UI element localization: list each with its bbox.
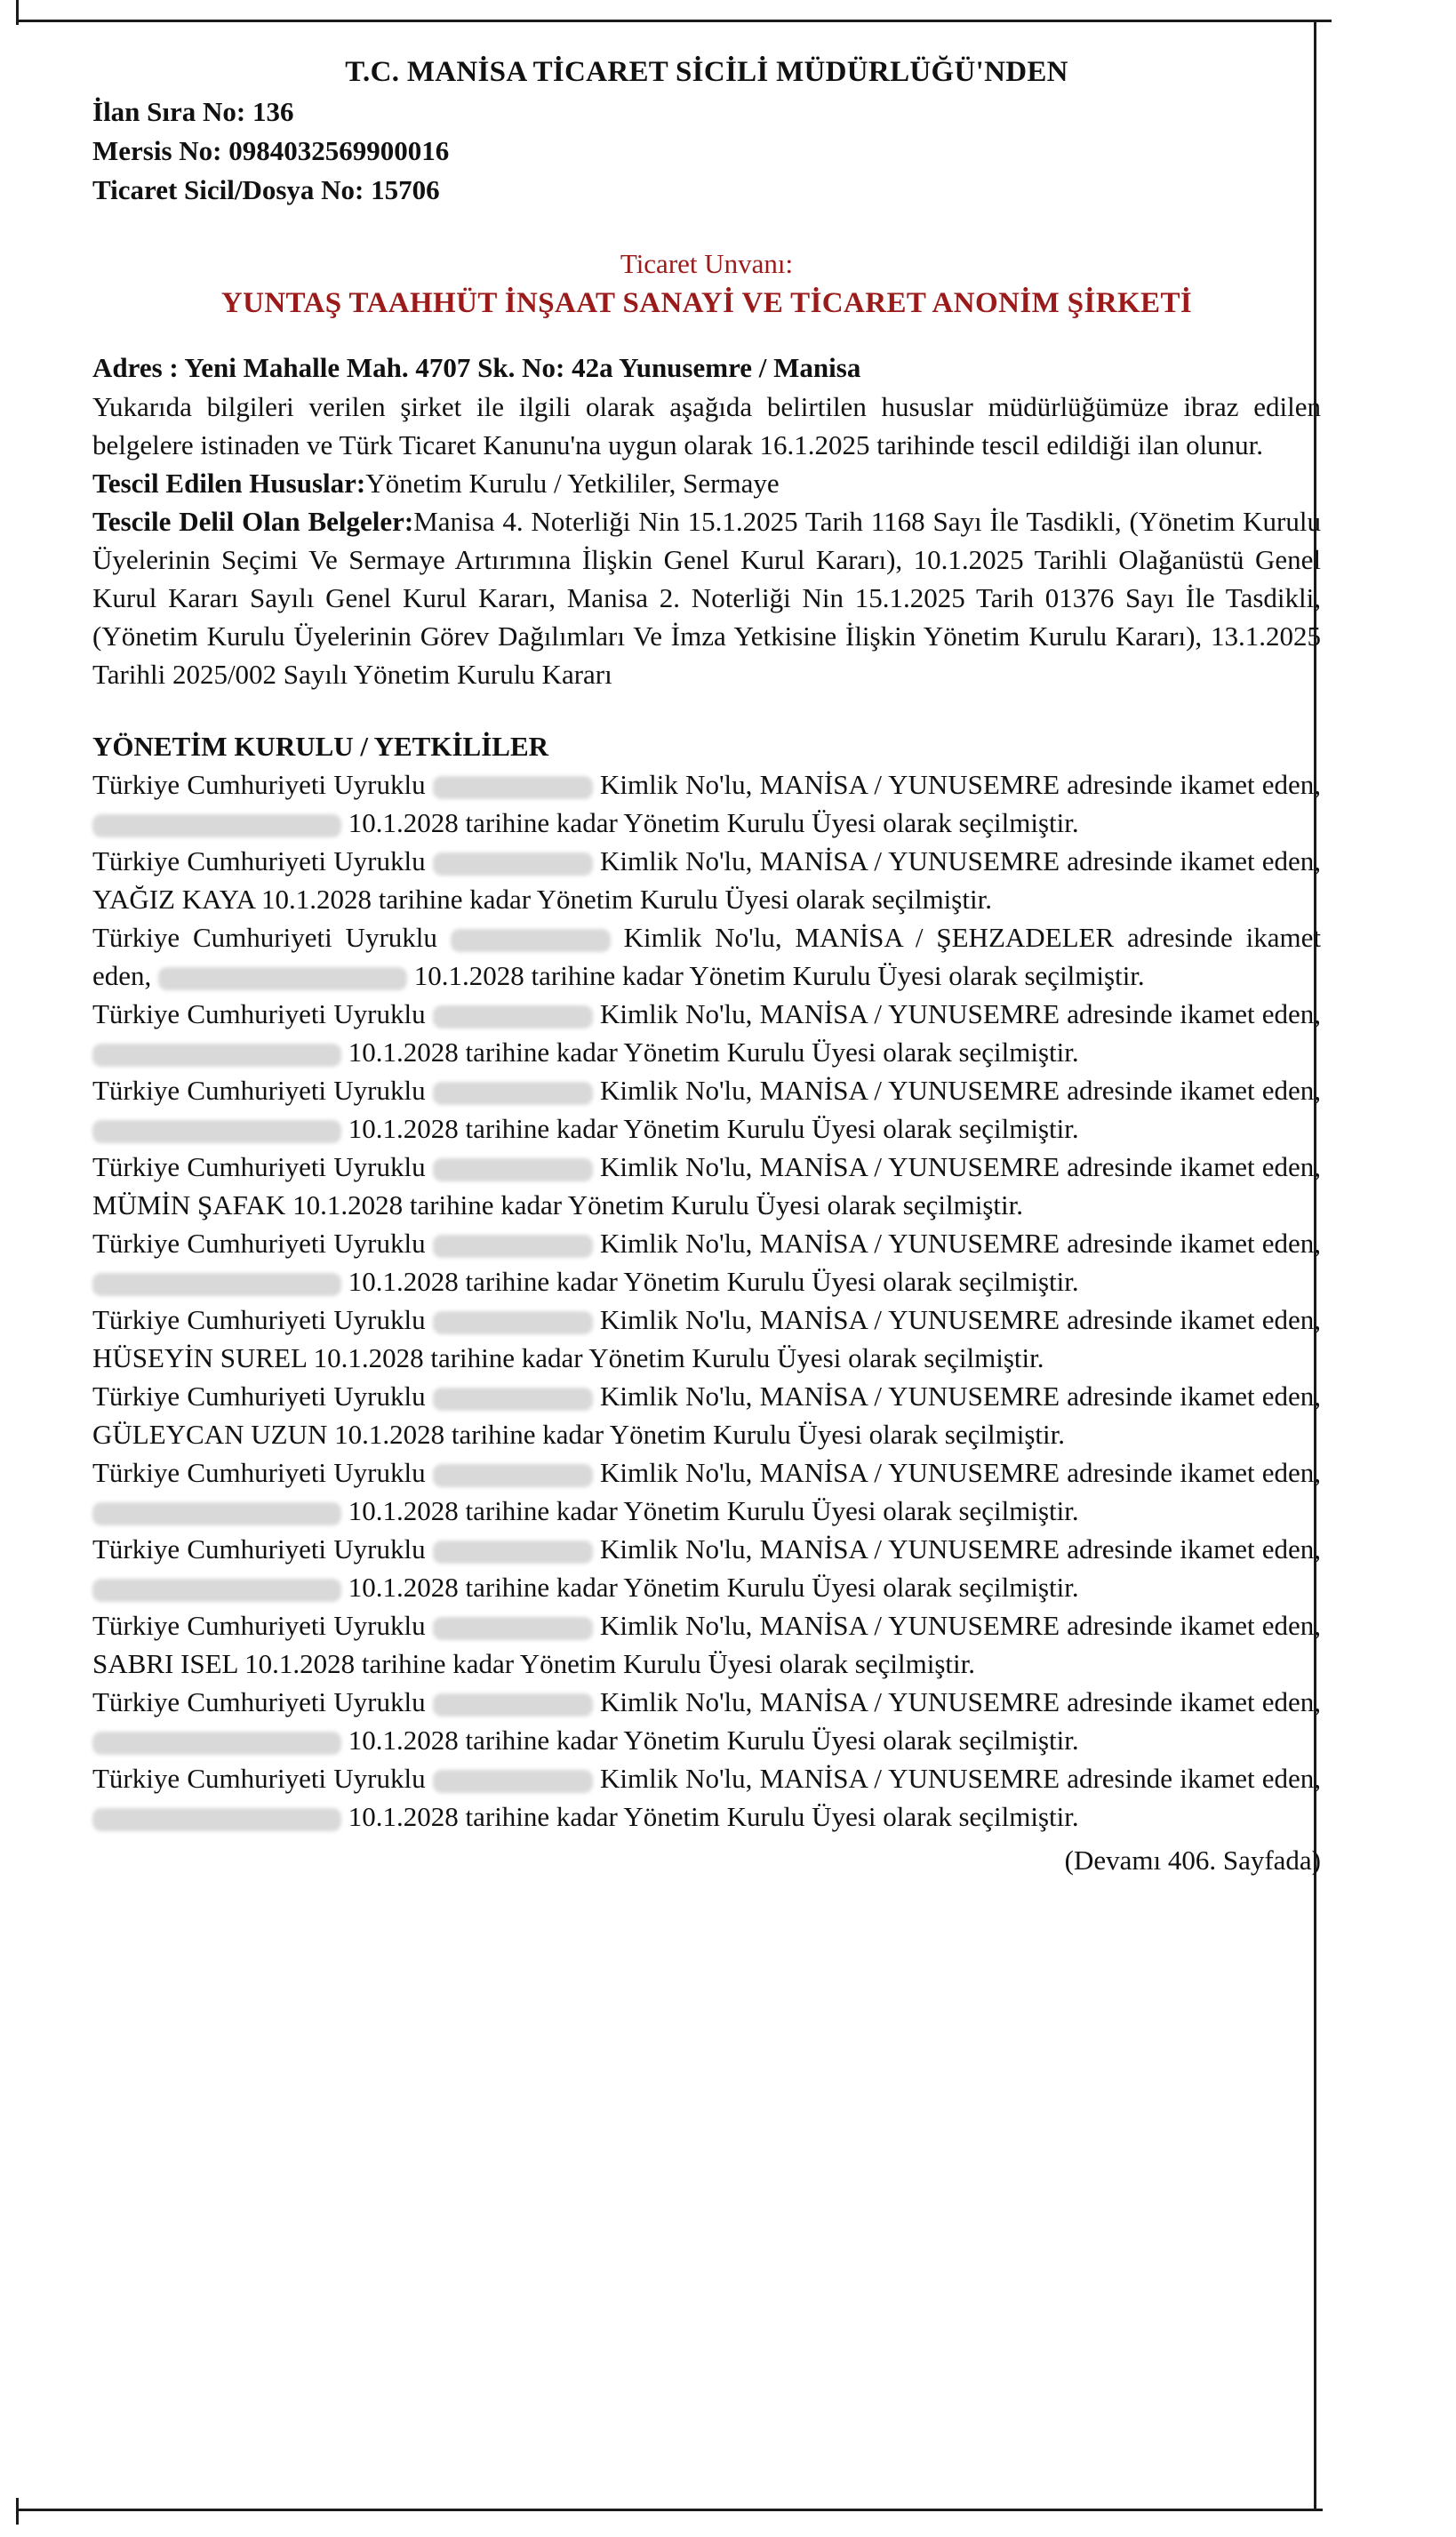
redacted-id bbox=[433, 1235, 593, 1258]
redacted-id bbox=[433, 1617, 593, 1640]
term-text: 10.1.2028 tarihine kadar Yönetim Kurulu Üyesi olarak seçilmiştir. bbox=[348, 1572, 1079, 1603]
redacted-id bbox=[433, 1693, 593, 1717]
redacted-id bbox=[433, 1082, 593, 1105]
redacted-id bbox=[433, 1770, 593, 1793]
redacted-name bbox=[92, 1273, 341, 1296]
belgeler-value: Manisa 4. Noterliği Nin 15.1.2025 Tarih 1168 Sayı İle Tasdikli, (Yönetim Kurulu Üyelerinin Seçimi Ve Sermaye Artırımına İlişkin Genel Kurul Kararı), 10.1.2025 Tarihli Olağanüstü Genel Kurul Kararı Sayılı Genel Kurul Kararı, Manisa 2. Noterliği Nin 15.1.2025 Tarih 01376 Sayı İle Tasdikli, (Yönetim Kurulu Üyelerinin Görev Dağılımları Ve İmza Yetkisine İlişkin Yönetim Kurulu Kararı), 13.1.2025 Tarihli 2025/002 Sayılı Yönetim Kurulu Kararı bbox=[92, 506, 1321, 690]
frame-top-line bbox=[16, 20, 1332, 22]
nationality-text: Türkiye Cumhuriyeti Uyruklu bbox=[92, 1381, 426, 1412]
redacted-name bbox=[92, 814, 341, 837]
member-location: MANİSA / YUNUSEMRE bbox=[759, 1610, 1060, 1641]
delil-belgeler bbox=[92, 502, 1321, 693]
redacted-name bbox=[92, 1808, 341, 1831]
residence-text: adresinde ikamet eden, bbox=[1067, 1610, 1322, 1641]
board-member-entry bbox=[92, 765, 1321, 842]
kimlik-text: Kimlik No'lu, bbox=[600, 1686, 753, 1717]
residence-text: adresinde ikamet eden, bbox=[92, 922, 1322, 991]
board-member-entry bbox=[92, 1759, 1321, 1836]
redacted-id bbox=[451, 929, 611, 952]
nationality-text: Türkiye Cumhuriyeti Uyruklu bbox=[92, 769, 426, 800]
term-text: 10.1.2028 tarihine kadar Yönetim Kurulu Üyesi olarak seçilmiştir. bbox=[261, 884, 992, 915]
residence-text: adresinde ikamet eden, bbox=[1067, 1075, 1322, 1106]
kimlik-text: Kimlik No'lu, bbox=[600, 1228, 753, 1259]
member-location: MANİSA / YUNUSEMRE bbox=[759, 845, 1060, 876]
member-location: MANİSA / ŞEHZADELER bbox=[795, 922, 1115, 953]
member-location: MANİSA / YUNUSEMRE bbox=[759, 1381, 1060, 1412]
redacted-id bbox=[433, 852, 593, 876]
nationality-text: Türkiye Cumhuriyeti Uyruklu bbox=[92, 998, 426, 1029]
frame-left-bottom bbox=[16, 2498, 19, 2525]
kimlik-text: Kimlik No'lu, bbox=[600, 1381, 753, 1412]
redacted-name bbox=[92, 1044, 341, 1067]
section-title: YÖNETİM KURULU / YETKİLİLER bbox=[92, 731, 549, 762]
member-location: MANİSA / YUNUSEMRE bbox=[759, 1686, 1060, 1717]
intro-paragraph: Yukarıda bilgileri verilen şirket ile ilgili olarak aşağıda belirtilen hususlar müdürlüğümüze ibraz edilen belgelere istinaden ve Türk Ticaret Kanunu'na uygun olarak 16.1.2025 tarihinde tescil edildiği ilan olunur. bbox=[92, 391, 1321, 460]
kimlik-text: Kimlik No'lu, bbox=[600, 1533, 753, 1565]
term-text: 10.1.2028 tarihine kadar Yönetim Kurulu Üyesi olarak seçilmiştir. bbox=[348, 1113, 1079, 1144]
residence-text: adresinde ikamet eden, bbox=[1067, 1763, 1322, 1794]
ticaret-sicil-no: Ticaret Sicil/Dosya No: 15706 bbox=[92, 174, 440, 205]
redacted-id bbox=[433, 1005, 593, 1028]
tescil-label: Tescil Edilen Hususlar: bbox=[92, 468, 366, 499]
term-text: 10.1.2028 tarihine kadar Yönetim Kurulu Üyesi olarak seçilmiştir. bbox=[348, 1495, 1079, 1526]
board-member-entry bbox=[92, 1377, 1321, 1453]
board-member-entry bbox=[92, 1606, 1321, 1683]
registry-title: T.C. MANİSA TİCARET SİCİLİ MÜDÜRLÜĞÜ'NDEN bbox=[345, 56, 1068, 88]
redacted-id bbox=[433, 1464, 593, 1487]
residence-text: adresinde ikamet eden, bbox=[1067, 845, 1322, 876]
kimlik-text: Kimlik No'lu, bbox=[623, 922, 782, 953]
redacted-id bbox=[433, 1541, 593, 1564]
kimlik-text: Kimlik No'lu, bbox=[600, 998, 753, 1029]
residence-text: adresinde ikamet eden, bbox=[1067, 1533, 1322, 1565]
member-location: MANİSA / YUNUSEMRE bbox=[759, 1763, 1060, 1794]
term-text: 10.1.2028 tarihine kadar Yönetim Kurulu Üyesi olarak seçilmiştir. bbox=[313, 1342, 1044, 1373]
kimlik-text: Kimlik No'lu, bbox=[600, 1304, 753, 1335]
term-text: 10.1.2028 tarihine kadar Yönetim Kurulu Üyesi olarak seçilmiştir. bbox=[334, 1419, 1065, 1450]
term-text: 10.1.2028 tarihine kadar Yönetim Kurulu Üyesi olarak seçilmiştir. bbox=[348, 807, 1079, 838]
board-member-entry bbox=[92, 1071, 1321, 1148]
board-member-entry bbox=[92, 1301, 1321, 1377]
term-text: 10.1.2028 tarihine kadar Yönetim Kurulu Üyesi olarak seçilmiştir. bbox=[244, 1648, 975, 1679]
term-text: 10.1.2028 tarihine kadar Yönetim Kurulu Üyesi olarak seçilmiştir. bbox=[348, 1036, 1079, 1068]
member-location: MANİSA / YUNUSEMRE bbox=[759, 769, 1060, 800]
residence-text: adresinde ikamet eden, bbox=[1067, 1304, 1322, 1335]
tescil-hususlar bbox=[92, 464, 1321, 502]
redacted-id bbox=[433, 1158, 593, 1181]
kimlik-text: Kimlik No'lu, bbox=[600, 1151, 753, 1182]
kimlik-text: Kimlik No'lu, bbox=[600, 1763, 753, 1794]
redacted-name bbox=[92, 1732, 341, 1755]
residence-text: adresinde ikamet eden, bbox=[1067, 1228, 1322, 1259]
member-location: MANİSA / YUNUSEMRE bbox=[759, 1533, 1060, 1565]
residence-text: adresinde ikamet eden, bbox=[1067, 1381, 1322, 1412]
continuation-note: (Devamı 406. Sayfada) bbox=[1064, 1845, 1321, 1876]
mersis-no: Mersis No: 0984032569900016 bbox=[92, 135, 450, 166]
nationality-text: Türkiye Cumhuriyeti Uyruklu bbox=[92, 845, 426, 876]
member-location: MANİSA / YUNUSEMRE bbox=[759, 1075, 1060, 1106]
member-location: MANİSA / YUNUSEMRE bbox=[759, 1151, 1060, 1182]
member-name: SABRI ISEL bbox=[92, 1648, 238, 1679]
announcement-page bbox=[92, 52, 1321, 1880]
term-text: 10.1.2028 tarihine kadar Yönetim Kurulu Üyesi olarak seçilmiştir. bbox=[348, 1801, 1079, 1832]
nationality-text: Türkiye Cumhuriyeti Uyruklu bbox=[92, 1763, 426, 1794]
residence-text: adresinde ikamet eden, bbox=[1067, 998, 1322, 1029]
term-text: 10.1.2028 tarihine kadar Yönetim Kurulu Üyesi olarak seçilmiştir. bbox=[348, 1725, 1079, 1756]
board-member-entry bbox=[92, 1453, 1321, 1530]
redacted-name bbox=[92, 1579, 341, 1602]
redacted-name bbox=[92, 1502, 341, 1525]
kimlik-text: Kimlik No'lu, bbox=[600, 769, 753, 800]
term-text: 10.1.2028 tarihine kadar Yönetim Kurulu Üyesi olarak seçilmiştir. bbox=[348, 1266, 1079, 1297]
unvan-label: Ticaret Unvanı: bbox=[620, 248, 794, 279]
residence-text: adresinde ikamet eden, bbox=[1067, 1457, 1322, 1488]
frame-bottom-line bbox=[16, 2509, 1323, 2511]
member-name: MÜMİN ŞAFAK bbox=[92, 1189, 286, 1220]
member-name: GÜLEYCAN UZUN bbox=[92, 1419, 328, 1450]
belgeler-label: Tescile Delil Olan Belgeler: bbox=[92, 506, 414, 537]
board-member-entry bbox=[92, 995, 1321, 1071]
board-member-entry bbox=[92, 1148, 1321, 1224]
term-text: 10.1.2028 tarihine kadar Yönetim Kurulu Üyesi olarak seçilmiştir. bbox=[292, 1189, 1023, 1220]
nationality-text: Türkiye Cumhuriyeti Uyruklu bbox=[92, 922, 437, 953]
residence-text: adresinde ikamet eden, bbox=[1067, 1151, 1322, 1182]
board-member-entry bbox=[92, 1683, 1321, 1759]
residence-text: adresinde ikamet eden, bbox=[1067, 769, 1322, 800]
redacted-name bbox=[92, 1120, 341, 1143]
member-location: MANİSA / YUNUSEMRE bbox=[759, 998, 1060, 1029]
member-location: MANİSA / YUNUSEMRE bbox=[759, 1228, 1060, 1259]
member-location: MANİSA / YUNUSEMRE bbox=[759, 1457, 1060, 1488]
company-name: YUNTAŞ TAAHHÜT İNŞAAT SANAYİ VE TİCARET ANONİM ŞİRKETİ bbox=[220, 287, 1193, 319]
board-member-entry bbox=[92, 1224, 1321, 1301]
kimlik-text: Kimlik No'lu, bbox=[600, 1457, 753, 1488]
kimlik-text: Kimlik No'lu, bbox=[600, 1610, 753, 1641]
tescil-value: Yönetim Kurulu / Yetkililer, Sermaye bbox=[365, 468, 780, 499]
member-name: YAĞIZ KAYA bbox=[92, 884, 255, 915]
board-member-entry bbox=[92, 842, 1321, 918]
nationality-text: Türkiye Cumhuriyeti Uyruklu bbox=[92, 1533, 426, 1565]
kimlik-text: Kimlik No'lu, bbox=[600, 845, 753, 876]
residence-text: adresinde ikamet eden, bbox=[1067, 1686, 1322, 1717]
ilan-sira-no: İlan Sıra No: 136 bbox=[92, 96, 294, 127]
member-name: HÜSEYİN SUREL bbox=[92, 1342, 307, 1373]
nationality-text: Türkiye Cumhuriyeti Uyruklu bbox=[92, 1686, 426, 1717]
redacted-id bbox=[433, 776, 593, 799]
board-member-list bbox=[92, 765, 1321, 1836]
redacted-id bbox=[433, 1311, 593, 1334]
term-text: 10.1.2028 tarihine kadar Yönetim Kurulu Üyesi olarak seçilmiştir. bbox=[413, 960, 1145, 991]
redacted-name bbox=[158, 967, 407, 990]
kimlik-text: Kimlik No'lu, bbox=[600, 1075, 753, 1106]
nationality-text: Türkiye Cumhuriyeti Uyruklu bbox=[92, 1075, 426, 1106]
nationality-text: Türkiye Cumhuriyeti Uyruklu bbox=[92, 1457, 426, 1488]
company-address: Adres : Yeni Mahalle Mah. 4707 Sk. No: 42a Yunusemre / Manisa bbox=[92, 352, 861, 383]
nationality-text: Türkiye Cumhuriyeti Uyruklu bbox=[92, 1610, 426, 1641]
nationality-text: Türkiye Cumhuriyeti Uyruklu bbox=[92, 1151, 426, 1182]
member-location: MANİSA / YUNUSEMRE bbox=[759, 1304, 1060, 1335]
nationality-text: Türkiye Cumhuriyeti Uyruklu bbox=[92, 1228, 426, 1259]
redacted-id bbox=[433, 1388, 593, 1411]
board-member-entry bbox=[92, 918, 1321, 995]
nationality-text: Türkiye Cumhuriyeti Uyruklu bbox=[92, 1304, 426, 1335]
board-member-entry bbox=[92, 1530, 1321, 1606]
